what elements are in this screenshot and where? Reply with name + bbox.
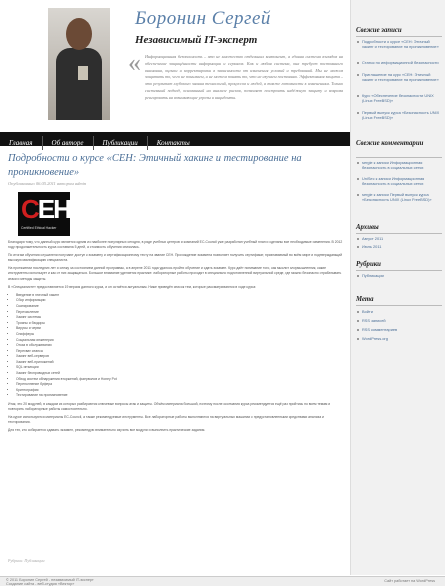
sidebar-meta-link[interactable]: RSS комментариев bbox=[362, 327, 442, 332]
sidebar-recent-comment[interactable]: sergie к записи Первый выпуск курса «Безопасность UNIX (Linux FreeBSD)» bbox=[362, 192, 442, 202]
post-paragraph: Итак, это 20 модулей, в каждом из которых разбираются ключевые вопросы атак и защиты. Объём материала большой, поэтому после окончания курса рекомендуется ещё раз пройтись по всем темам и повторить лабораторные работы самостоятельно. bbox=[8, 402, 331, 412]
site-subtitle: Независимый IT-эксперт bbox=[135, 34, 258, 46]
list-item: • Перечисление bbox=[16, 310, 345, 316]
nav-item-about[interactable]: Об авторе bbox=[42, 136, 93, 150]
nav-item-home[interactable]: Главная bbox=[9, 139, 33, 147]
list-item: • Вирусы и черви bbox=[16, 326, 345, 332]
main-nav bbox=[0, 132, 350, 146]
ceh-logo-text: CEH bbox=[21, 194, 70, 224]
list-item: • Хакинг беспроводных сетей bbox=[16, 371, 345, 377]
list-item: • Отказ в обслуживании bbox=[16, 343, 345, 349]
sidebar-category-link[interactable]: Публикации bbox=[362, 273, 442, 278]
list-item: • Криптография bbox=[16, 388, 345, 394]
sidebar-recent-post[interactable]: Подробности о курсе «CEH: Этичный хакинг и тестирование на проникновение» bbox=[362, 39, 442, 49]
post-paragraph: По итогам обучения слушатели получают доступ к экзамену и сертификационному тесту на звание CEH. Прохождение экзамена позволяет получить сертификат, признаваемый во всём мире и подтверждающий высокую квалификацию специалиста. bbox=[8, 253, 343, 263]
sidebar-recent-post[interactable]: Приглашение на курс «CEH: Этичный хакинг и тестирование на проникновение» bbox=[362, 72, 442, 82]
sidebar-heading-meta: Мета bbox=[356, 296, 374, 303]
sidebar-archive-link[interactable]: Июль 2011 bbox=[362, 244, 442, 249]
nav-item-contacts[interactable]: Контакты bbox=[147, 136, 199, 150]
sidebar-recent-post[interactable]: Статья по информационной безопасности bbox=[362, 60, 442, 65]
footer-copyright[interactable]: © 2011 Боронин Сергей - независимый IT-эксперт bbox=[6, 578, 94, 582]
sidebar-meta-link[interactable]: Войти bbox=[362, 309, 442, 314]
list-item: • Сбор информации bbox=[16, 298, 345, 304]
sidebar-recent-post[interactable]: Первый выпуск курса «Безопасность UNIX (Linux FreeBSD)» bbox=[362, 110, 442, 120]
post-paragraph: В «Специалисте» предоставляется 19 версия данного курса, и он остаётся актуальным. Ниже приведён список тем, которые рассматриваются в ходе курса: bbox=[8, 284, 257, 289]
nav-item-publications[interactable]: Публикации bbox=[93, 136, 147, 150]
sidebar bbox=[350, 0, 445, 575]
list-item: • SQL инъекции bbox=[16, 365, 345, 371]
list-item: • Трояны и бэкдоры bbox=[16, 321, 345, 327]
list-item: • Сканирование bbox=[16, 304, 345, 310]
list-item: • Социальная инженерия bbox=[16, 338, 345, 344]
sidebar-heading-categories: Рубрики bbox=[356, 261, 381, 268]
sidebar-heading-recent-comments: Свежие комментарии bbox=[356, 140, 424, 147]
sidebar-recent-post[interactable]: Курс «Обеспечение безопасности UNIX (Linux FreeBSD)» bbox=[362, 93, 442, 103]
sidebar-meta-link[interactable]: WordPress.org bbox=[362, 336, 442, 341]
post-content bbox=[8, 240, 345, 437]
post-meta: Опубликовано 06.05.2011 автором admin bbox=[8, 181, 87, 186]
site-title[interactable]: Боронин Сергей bbox=[135, 8, 271, 29]
site-header bbox=[0, 0, 350, 130]
list-item: • Хакинг системы bbox=[16, 315, 345, 321]
sidebar-archive-link[interactable]: Август 2011 bbox=[362, 236, 442, 241]
post-paragraph: На курсе используются материалы EC-Council, а также рекомендуемые инструменты. Все лабораторные работы выполняются на виртуальных машинах с предустановленными средствами анализа и тестирования. bbox=[8, 415, 324, 425]
list-item: • Хакинг веб-приложений bbox=[16, 360, 345, 366]
list-item: • Переполнение буфера bbox=[16, 382, 345, 388]
list-item: • Тестирование на проникновение bbox=[16, 393, 345, 399]
sidebar-recent-comment[interactable]: UniSec к записи Информационная безопасность в социальных сетях bbox=[362, 176, 442, 186]
list-item: • Перехват сеанса bbox=[16, 349, 345, 355]
header-quote: Информационная безопасность – это не множество отдельных компонент, а единая система взглядов на обеспечение защищённости информации и сервисов. Как и любая система, она требует постоянного внимания, оценки и корректировки в зависимости от изменения условий и требований. Мы не можем защитить то, чего не понимаем, и не можем понять то, что не изучаем постоянно. Эффективная защита – это результат глубокого знания технологий, процессов и людей, а также готовности к изменениям. Только системный подход, основанный на анализе рисков, позволяет построить надёжную защиту и вовремя реагировать на возникающие угрозы и инциденты. bbox=[145, 54, 343, 100]
sidebar-meta-link[interactable]: RSS записей bbox=[362, 318, 442, 323]
post-categories[interactable]: Рубрики: Публикации bbox=[8, 558, 45, 563]
ceh-logo-caption: Certified Ethical Hacker bbox=[21, 226, 57, 230]
post-paragraph: На протяжении последних лет я слежу за состоянием данной программы, а в апреле 2011 года удалось пройти обучение и сдать экзамен. Курс даёт понимание того, как мыслит злоумышленник, какие инструменты использует и как от них защищаться. Большое внимание уделяется практике: лабораторные работы проходят в специально подготовленной виртуальной среде, где можно безопасно отрабатывать атаки и методы защиты. bbox=[8, 266, 342, 281]
list-item: • Снифферы bbox=[16, 332, 345, 338]
list-item: • Обход систем обнаружения вторжений, фаерволов и Honey Pot bbox=[16, 377, 345, 383]
list-item: • Введение в этичный хакинг bbox=[16, 293, 345, 299]
sidebar-recent-comment[interactable]: sergie к записи Информационная безопасность в социальных сетях bbox=[362, 160, 442, 170]
post-paragraph: Благодаря тому, что данный курс является одним из наиболее популярных сегодня, в ряде учебных центров и компаний EC-Council уже разработан учебный план и сделаны все необходимые изменения. В 2012 году продолжительность курса составила 5 дней, а стоимость обучения снизилась. bbox=[8, 240, 343, 250]
sidebar-heading-archives: Архивы bbox=[356, 224, 379, 231]
quote-icon: « bbox=[128, 48, 141, 77]
topics-list bbox=[8, 293, 345, 399]
sidebar-heading-recent-posts: Свежие записи bbox=[356, 27, 402, 34]
list-item: • Хакинг веб-серверов bbox=[16, 354, 345, 360]
post-paragraph: Для тех, кто собирается сдавать экзамен, рекомендую внимательно изучить все модули и выполнить практические задания. bbox=[8, 428, 206, 433]
footer-credits[interactable]: Создание сайта - веб-студия «Вектор» bbox=[6, 582, 75, 586]
author-photo bbox=[48, 8, 110, 120]
footer-powered-by[interactable]: Сайт работает на WordPress bbox=[384, 579, 435, 583]
post-title[interactable]: Подробности о курсе «CEH: Этичный хакинг и тестирование на проникновение» bbox=[8, 153, 302, 178]
ceh-logo bbox=[18, 192, 70, 236]
